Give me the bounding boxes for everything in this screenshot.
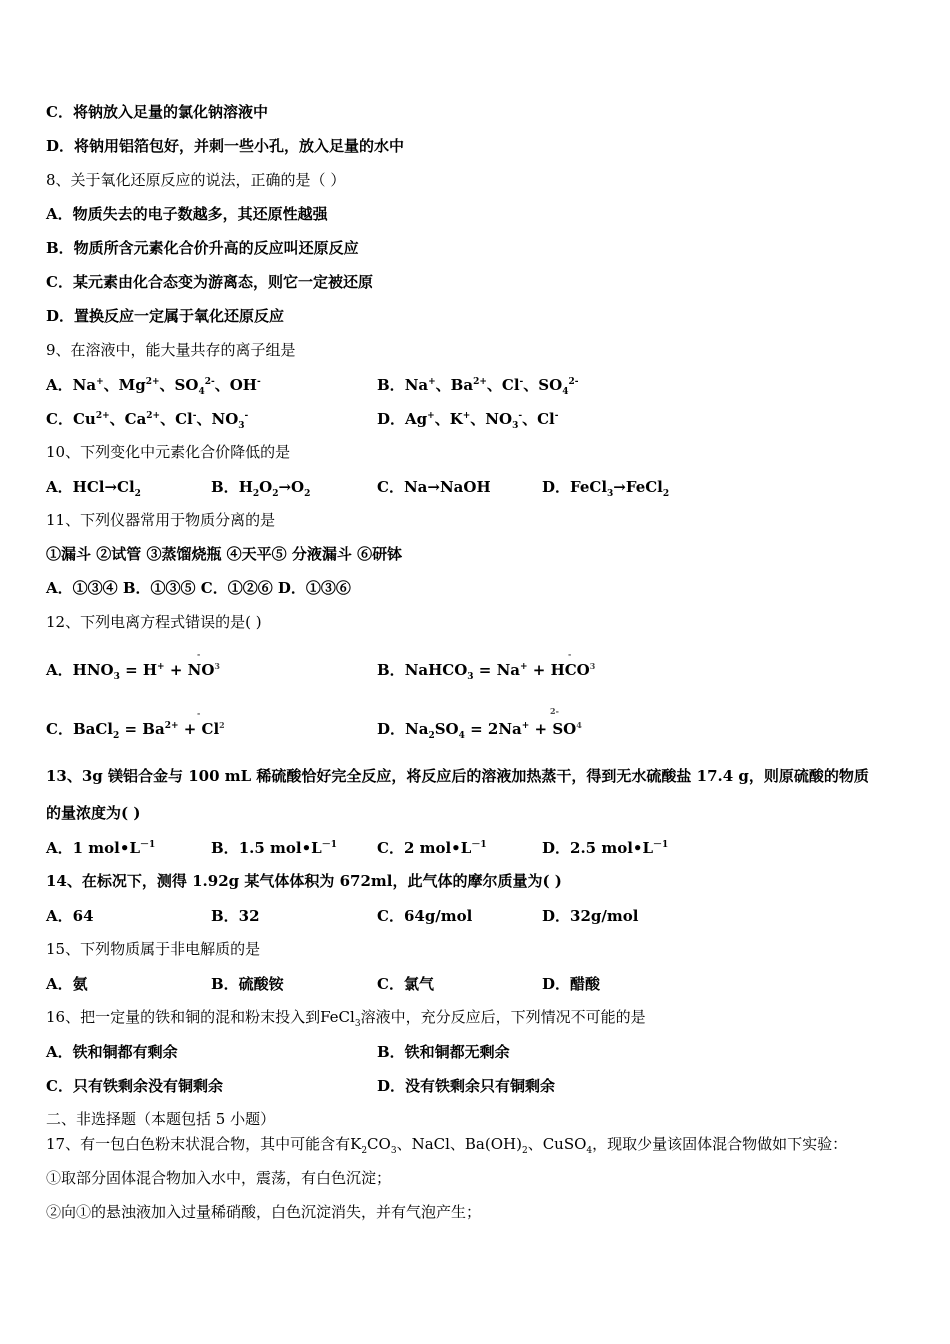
q14-option-b: B．32 xyxy=(211,907,260,925)
q9-option-b: B．Na+、$Ba^{2+}$、Cl-、$SO_4^{2-}$ xyxy=(377,376,579,397)
q10-option-d: D．FeCl$_3$→FeCl$_2$ xyxy=(542,478,670,499)
q8-option-c: C．某元素由化合态变为游离态，则它一定被还原 xyxy=(46,273,373,291)
q11-stem: 11、下列仪器常用于物质分离的是 xyxy=(46,511,276,529)
q7-option-d: D．将钠用铝箔包好，并刺一些小孔，放入足量的水中 xyxy=(46,137,405,155)
q8-option-d: D．置换反应一定属于氧化还原反应 xyxy=(46,307,285,325)
q13-option-a: A．1 $mol•L^{-1}$ xyxy=(46,839,156,857)
q8-stem: 8、关于氧化还原反应的说法，正确的是（ ） xyxy=(46,171,346,189)
q15-option-d: D．醋酸 xyxy=(542,975,601,993)
section-heading: 二、非选择题（本题包括 5 小题） xyxy=(46,1110,276,1128)
q10-stem: 10、下列变化中元素化合价降低的是 xyxy=(46,443,291,461)
q13-option-d: D．2.5 $mol•L^{-1}$ xyxy=(542,839,669,857)
q14-option-a: A．64 xyxy=(46,907,94,925)
q13-option-c: C．2 $mol•L^{-1}$ xyxy=(377,839,487,857)
q16-option-b: B．铁和铜都无剩余 xyxy=(377,1043,510,1061)
q16-option-c: C．只有铁剩余没有铜剩余 xyxy=(46,1077,223,1095)
q15-option-b: B．硫酸铵 xyxy=(211,975,284,993)
q16-stem: 16、把一定量的铁和铜的混和粉末投入到FeCl$_3$溶液中，充分反应后，下列情况不可能的是 xyxy=(46,1008,646,1029)
q8-option-a: A．物质失去的电子数越多，其还原性越强 xyxy=(46,205,328,223)
q14-stem: 14、在标况下，测得 1.92g 某气体体积为 672ml，此气体的摩尔质量为( ) xyxy=(46,872,562,890)
q13-option-b: B．1.5 $mol•L^{-1}$ xyxy=(211,839,337,857)
q17-stem: 17、有一包白色粉末状混合物，其中可能含有$K_2CO_3$、NaCl、$Ba(OH)_2$、CuSO$_4$，现取少量该固体混合物做如下实验： xyxy=(46,1135,848,1156)
q9-option-a: A．Na+、$Mg^{2+}$、$SO_4^{2-}$、OH- xyxy=(46,376,261,397)
q15-stem: 15、下列物质属于非电解质的是 xyxy=(46,940,261,958)
q13-stem-line2: 的量浓度为( ) xyxy=(46,804,141,822)
q17-step-1: ①取部分固体混合物加入水中，震荡，有白色沉淀； xyxy=(46,1169,392,1187)
q11-items: ①漏斗 ②试管 ③蒸馏烧瓶 ④天平⑤ 分液漏斗 ⑥研钵 xyxy=(46,545,403,563)
q12-option-b: B．NaHCO$_3$ = $Na^+ + HCO^3$ - xyxy=(377,649,596,682)
q9-stem: 9、在溶液中，能大量共存的离子组是 xyxy=(46,341,296,359)
q9-option-c: C．$Cu^{2+}$、$Ca^{2+}$、Cl-、$NO_3^-$ xyxy=(46,410,249,431)
q13-stem-line1: 13、3g 镁铝合金与 100 mL 稀硫酸恰好完全反应，将反应后的溶液加热蒸干，得到无水硫酸盐 17.4 g，则原硫酸的物质 xyxy=(46,767,869,785)
q9-option-d: D．Ag+、K+、$NO_3^-$、Cl- xyxy=(377,410,559,431)
q12-stem: 12、下列电离方程式错误的是( ) xyxy=(46,613,262,631)
q16-option-d: D．没有铁剩余只有铜剩余 xyxy=(377,1077,556,1095)
q10-option-a: A．$HCl\to Cl_2$ xyxy=(46,478,141,499)
q11-options: A．①③④ B．①③⑤ C．①②⑥ D．①③⑥ xyxy=(46,579,351,597)
q15-option-a: A．氨 xyxy=(46,975,88,993)
q15-option-c: C．氯气 xyxy=(377,975,434,993)
q7-option-c: C．将钠放入足量的氯化钠溶液中 xyxy=(46,103,268,121)
q17-step-2: ②向①的悬浊液加入过量稀硝酸，白色沉淀消失，并有气泡产生； xyxy=(46,1203,482,1221)
q10-option-c: C．Na→NaOH xyxy=(377,478,491,496)
q8-option-b: B．物质所含元素化合价升高的反应叫还原反应 xyxy=(46,239,359,257)
q14-option-d: D．32g/mol xyxy=(542,907,639,925)
q12-option-a: A．$HNO_3 = H^+ + NO^3$ - xyxy=(46,649,220,682)
q10-option-b: B．$H_2O_2\to O_2$ xyxy=(211,478,311,499)
q12-option-d: D．$Na_2SO_4 = 2Na^+ + SO^4$ 2- xyxy=(377,706,582,741)
q16-option-a: A．铁和铜都有剩余 xyxy=(46,1043,178,1061)
q12-option-c: C．BaCl$_2$ = $Ba^{2+} + Cl^2$ - xyxy=(46,708,225,741)
q14-option-c: C．64g/mol xyxy=(377,907,473,925)
